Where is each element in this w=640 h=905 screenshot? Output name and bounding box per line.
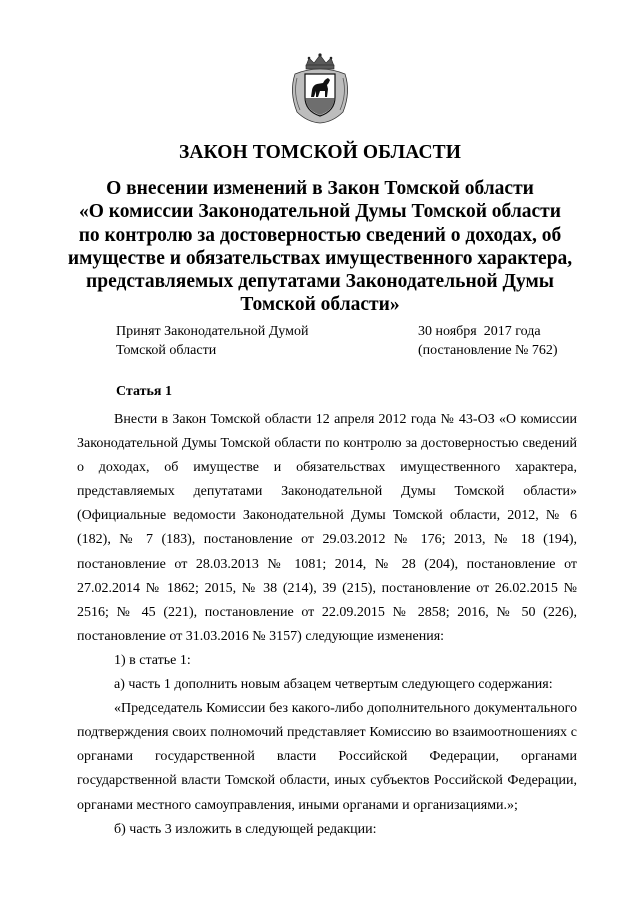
subject-line: имуществе и обязательствах имущественного характера,: [67, 247, 573, 269]
paragraph: б) часть 3 изложить в следующей редакции:: [114, 821, 377, 837]
resolution-number: (постановление № 762): [418, 343, 558, 358]
adoption-date-block: [418, 322, 558, 360]
law-subject: [60, 177, 580, 317]
adopted-by: [116, 322, 308, 360]
subject-line: Томской области»: [240, 294, 400, 316]
article-heading: Статья 1: [116, 384, 172, 399]
subject-line: «О комиссии Законодательной Думы Томской области: [79, 201, 561, 223]
paragraph: «Председатель Комиссии без какого-либо дополнительного документального подтверждения своих полномочий представляет Комиссию во взаимоотношениях с органами государственной власти Российской Федерации, органами государственной власти Томской области, иных субъектов Российской Федерации, органами местного самоуправления, иными органами и организациями.»;: [77, 701, 577, 813]
law-title: ЗАКОН ТОМСКОЙ ОБЛАСТИ: [178, 142, 462, 163]
subject-line: по контролю за достоверностью сведений о доходах, об: [78, 224, 562, 246]
paragraph: Внести в Закон Томской области 12 апреля 2012 года № 43-ОЗ «О комиссии Законодательной Думы Томской области по контролю за достоверностью сведений о доходах, об имуществе и обязательствах имущественного характера, представляемых депутатами Законодательной Думы Томской области» (Официальные ведомости Законодательной Думы Томской области, 2012, № 6 (182), № 7 (183), постановление от 29.03.2012 № 176; 2013, № 18 (194), постановление от 28.03.2013 № 1081; 2014, № 28 (204), постановление от 27.02.2014 № 1862; 2015, № 38 (214), 39 (215), постановление от 26.02.2015 № 2516; № 45 (221), постановление от 22.09.2015 № 2858; 2016, № 50 (226), постановление от 31.03.2016 № 3157) следующие изменения:: [77, 412, 577, 644]
subject-line: представляемых депутатами Законодательной Думы: [86, 271, 554, 293]
adoption-date: 30 ноября 2017 года: [418, 324, 541, 339]
adopted-by-line: Томской области: [116, 343, 217, 358]
paragraph: 1) в статье 1:: [114, 652, 191, 668]
adopted-by-line: Принят Законодательной Думой: [116, 324, 309, 339]
subject-line: О внесении изменений в Закон Томской области: [106, 178, 534, 199]
article-body: [77, 408, 577, 842]
paragraph: а) часть 1 дополнить новым абзацем четвертым следующего содержания:: [114, 677, 553, 693]
coat-of-arms-emblem: [287, 52, 353, 124]
